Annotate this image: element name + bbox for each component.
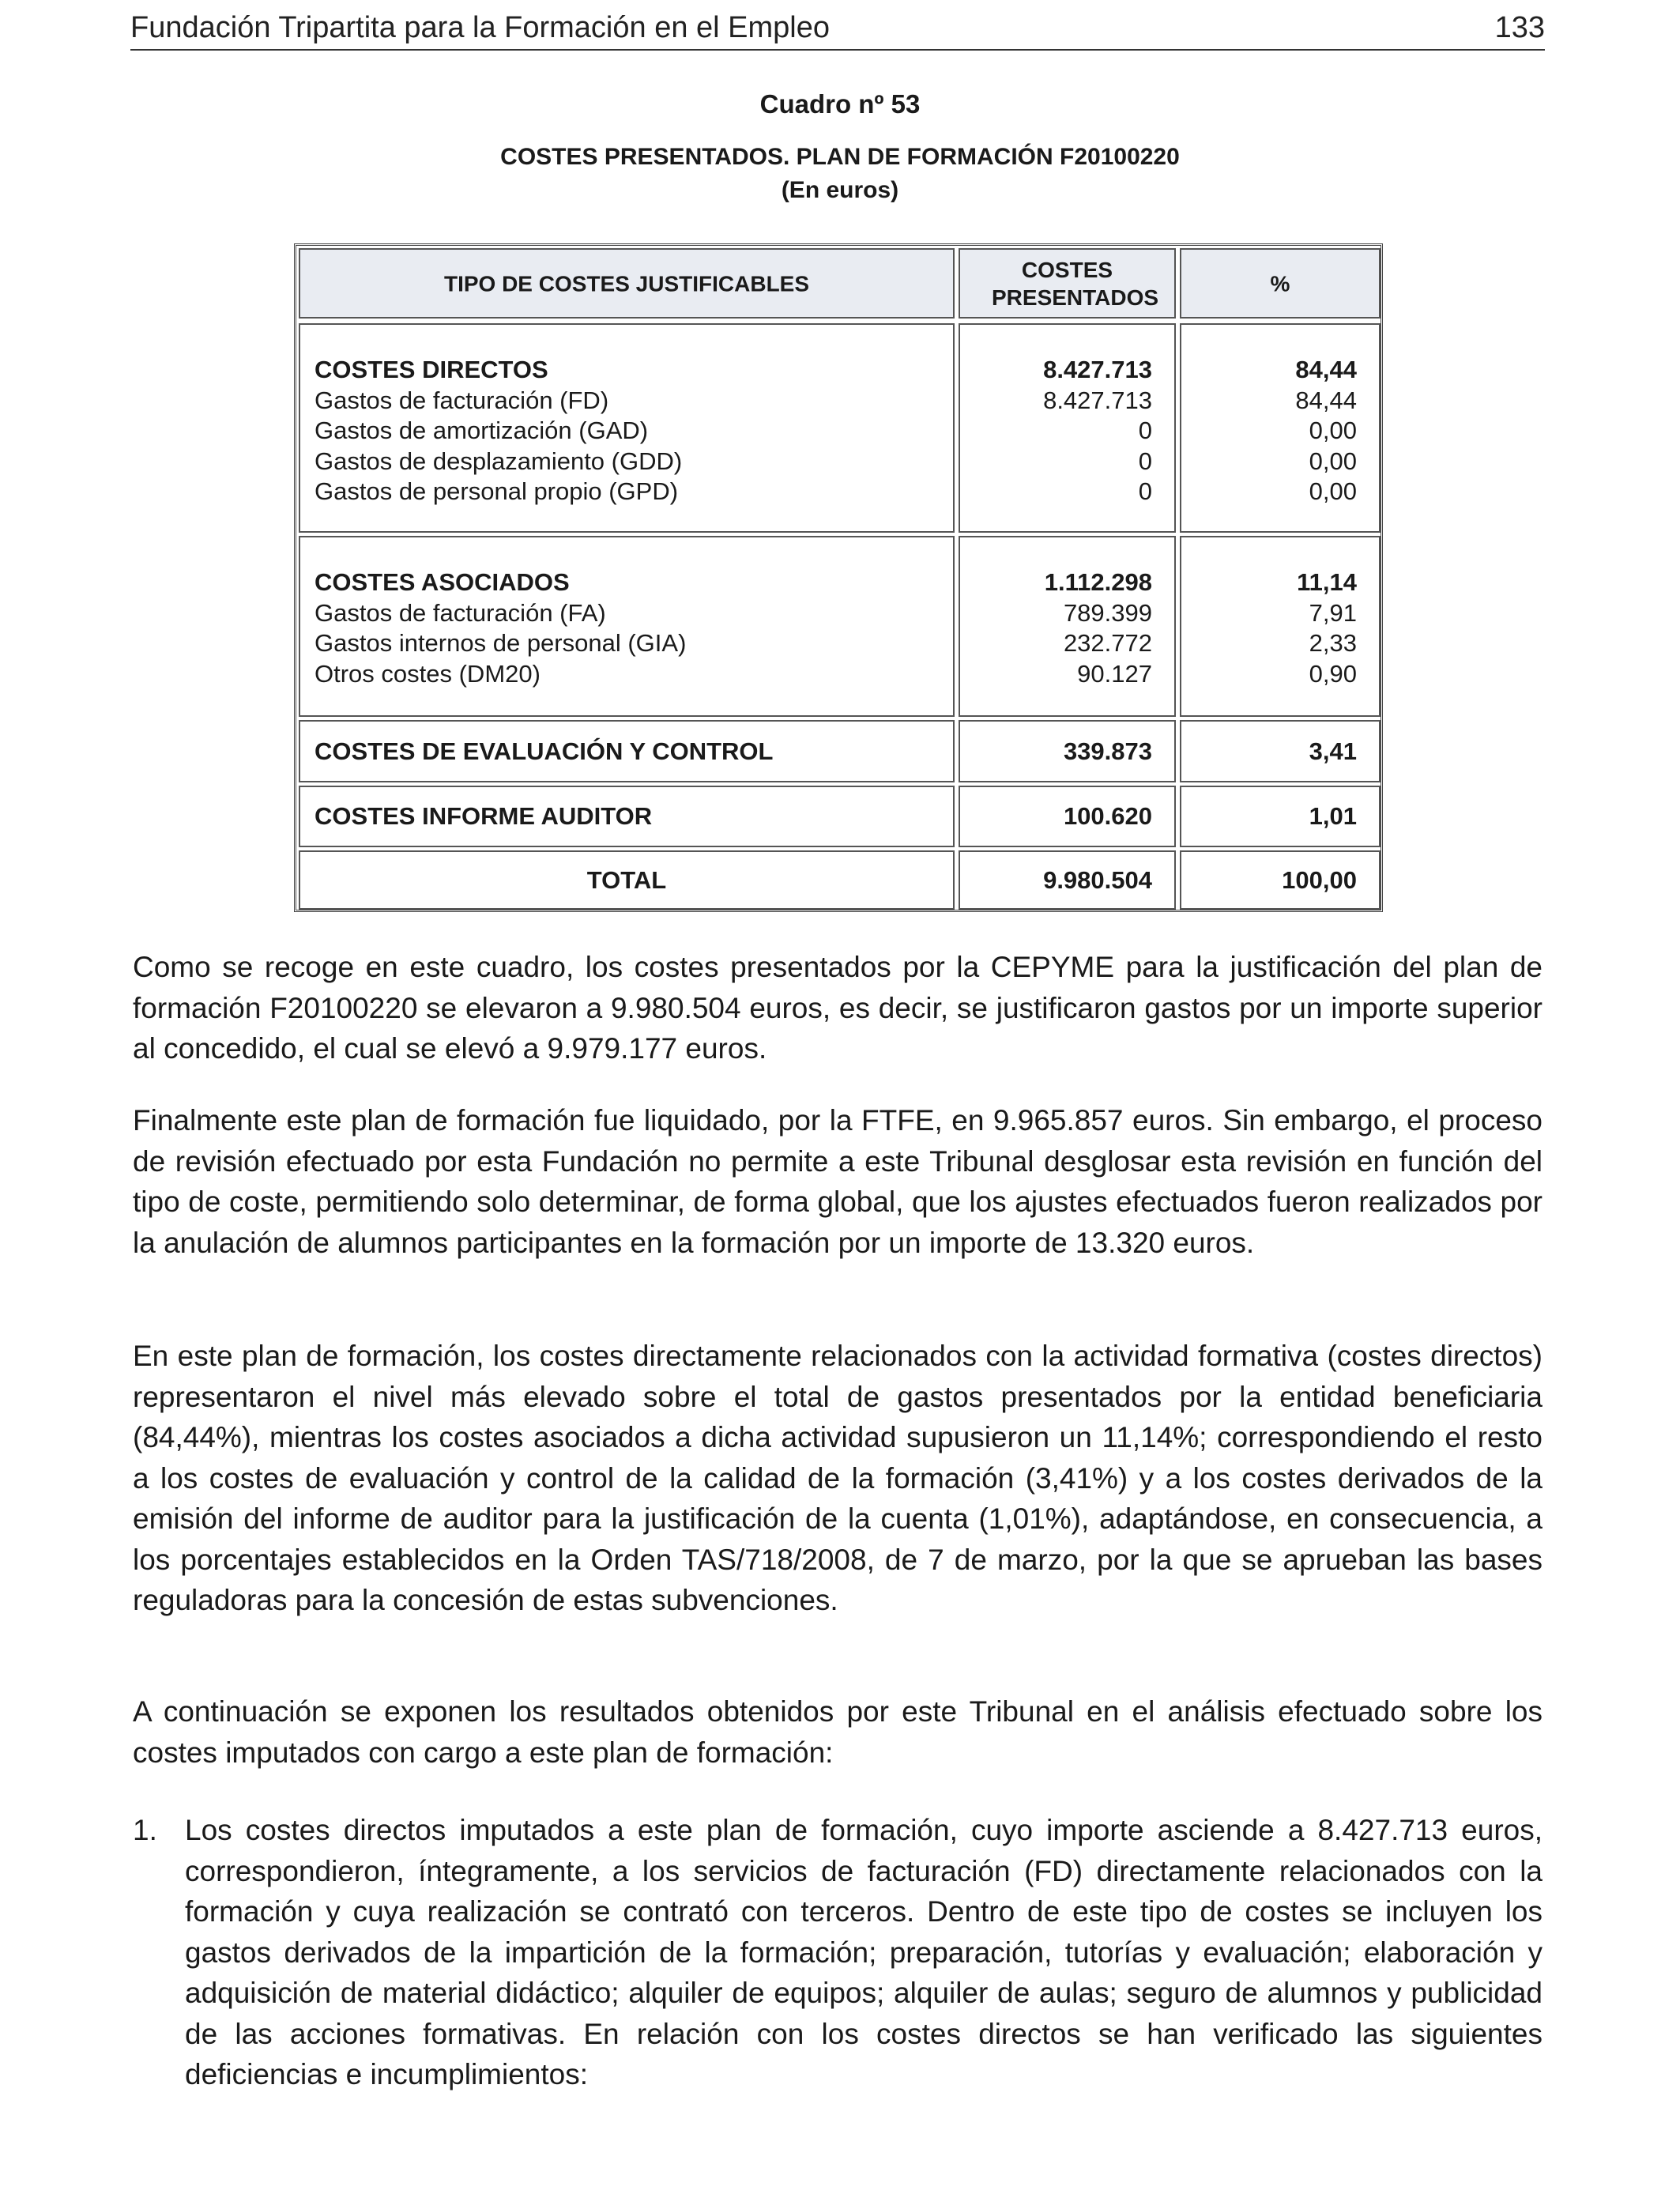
paragraph: En este plan de formación, los costes directamente relacionados con la actividad formativa (costes directos) representaron el nivel más elevado sobre el total de gastos presentados por la entidad beneficiaria (84,44%), mientras los costes asociados a dicha actividad supusieron un 11,14%; correspondiendo el resto a los costes de evaluación y control de la calidad de la formación (3,41%) y a los costes derivados de la emisión del informe de auditor para la justificación de la cuenta (1,01%), adaptándose, en consecuencia, a los porcentajes establecidos en la Orden TAS/718/2008, de 7 de marzo, por la que se aprueban las bases reguladoras para la concesión de estas subvenciones.	[133, 1340, 1543, 1616]
total-pct: 100,00	[1282, 865, 1357, 894]
item-pct: 0,00	[1309, 477, 1357, 505]
row-evaluacion-amount-cell	[959, 720, 1176, 782]
group-pct: 1,01	[1309, 802, 1357, 830]
group-value: 100.620	[1063, 802, 1152, 830]
item-pct: 0,00	[1309, 447, 1357, 475]
column-header-type-label: TIPO DE COSTES JUSTIFICABLES	[443, 271, 810, 296]
group-pct: 3,41	[1309, 737, 1357, 765]
row-evaluacion-label-cell	[299, 720, 955, 782]
table-unit: (En euros)	[781, 177, 899, 203]
paragraph: A continuación se exponen los resultados obtenidos por este Tribunal en el análisis efectuado sobre los costes imputados con cargo a este plan de formación:	[133, 1695, 1543, 1769]
row-total-label-cell	[299, 850, 955, 910]
page-number: 133	[1494, 10, 1545, 44]
row-auditor-amount-cell	[959, 786, 1176, 847]
item-value: 0	[1138, 477, 1152, 505]
item-value: 0	[1138, 447, 1152, 475]
group-label: COSTES DIRECTOS	[315, 356, 548, 383]
paragraph: Como se recoge en este cuadro, los costes presentados por la CEPYME para la justificación del plan de formación F20100220 se elevaron a 9.980.504 euros, es decir, se justificaron gastos por un importe superior al concedido, el cual se elevó a 9.979.177 euros.	[133, 951, 1543, 1065]
item-value: 232.772	[1063, 629, 1152, 657]
table-title: COSTES PRESENTADOS. PLAN DE FORMACIÓN F20100220	[500, 144, 1180, 170]
row-total-percent-cell	[1180, 850, 1381, 910]
group-pct: 84,44	[1295, 356, 1357, 383]
group-label: COSTES DE EVALUACIÓN Y CONTROL	[315, 737, 774, 765]
item-label: Otros costes (DM20)	[315, 659, 541, 688]
row-auditor-percent-cell	[1180, 786, 1381, 847]
item-label: Gastos de amortización (GAD)	[315, 417, 649, 444]
item-label: Gastos de facturación (FD)	[315, 386, 609, 414]
running-header	[130, 6, 1545, 51]
item-pct: 2,33	[1309, 629, 1357, 657]
group-value: 8.427.713	[1043, 356, 1152, 383]
row-group-directos-label-cell	[299, 323, 955, 533]
row-group-asociados-percent-cell	[1180, 536, 1381, 717]
row-auditor-label-cell	[299, 786, 955, 847]
item-label: Gastos de desplazamiento (GDD)	[315, 447, 683, 475]
item-pct: 0,00	[1309, 417, 1357, 444]
item-value: 90.127	[1077, 659, 1152, 688]
item-label: Gastos de personal propio (GPD)	[315, 477, 679, 505]
row-evaluacion-percent-cell	[1180, 720, 1381, 782]
list-text: Los costes directos imputados a este plan de formación, cuyo importe asciende a 8.427.713 euros, correspondieron, íntegramente, a los servicios de facturación (FD) directamente relacionados con la formación y cuya realización se contrató con terceros. Dentro de este tipo de costes se incluyen los gastos derivados de la impartición de la formación; preparación, tutorías y evaluación; elaboración y adquisición de material didáctico; alquiler de equipos; alquiler de aulas; seguro de alumnos y publicidad de las acciones formativas. En relación con los costes directos se han verificado las siguientes deficiencias e incumplimientos:	[185, 1814, 1543, 2090]
group-label: COSTES INFORME AUDITOR	[315, 802, 653, 830]
list-number: 1.	[133, 1814, 157, 1846]
header-title: Fundación Tripartita para la Formación en el Empleo	[130, 10, 831, 44]
item-value: 8.427.713	[1043, 386, 1152, 414]
item-value: 789.399	[1063, 598, 1152, 627]
group-value: 339.873	[1063, 737, 1152, 765]
item-pct: 7,91	[1309, 598, 1357, 627]
item-pct: 0,90	[1309, 659, 1357, 688]
table-label: Cuadro nº 53	[759, 89, 921, 119]
group-label: COSTES ASOCIADOS	[315, 568, 570, 596]
column-header-percent	[1180, 248, 1381, 319]
column-header-type	[299, 248, 955, 319]
row-group-directos-amount-cell	[959, 323, 1176, 533]
group-value: 1.112.298	[1044, 568, 1152, 596]
row-group-asociados-amount-cell	[959, 536, 1176, 717]
group-pct: 11,14	[1297, 568, 1357, 596]
row-group-asociados-label-cell	[299, 536, 955, 717]
item-label: Gastos internos de personal (GIA)	[315, 629, 687, 657]
column-header-amount-label: COSTES PRESENTADOS	[992, 257, 1159, 310]
column-header-percent-label: %	[1270, 271, 1290, 296]
item-label: Gastos de facturación (FA)	[315, 598, 606, 627]
item-pct: 84,44	[1295, 386, 1357, 414]
paragraph: Finalmente este plan de formación fue liquidado, por la FTFE, en 9.965.857 euros. Sin embargo, el proceso de revisión efectuado por esta Fundación no permite a este Tribunal desglosar esta revisión en función del tipo de coste, permitiendo solo determinar, de forma global, que los ajustes efectuados fueron realizados por la anulación de alumnos participantes en la formación por un importe de 13.320 euros.	[133, 1104, 1543, 1259]
row-group-directos-percent-cell	[1180, 323, 1381, 533]
total-label: TOTAL	[586, 865, 667, 894]
cost-table	[294, 243, 1383, 912]
row-total-amount-cell	[959, 850, 1176, 910]
column-header-amount	[959, 248, 1176, 319]
item-value: 0	[1138, 417, 1152, 444]
total-value: 9.980.504	[1043, 865, 1152, 894]
